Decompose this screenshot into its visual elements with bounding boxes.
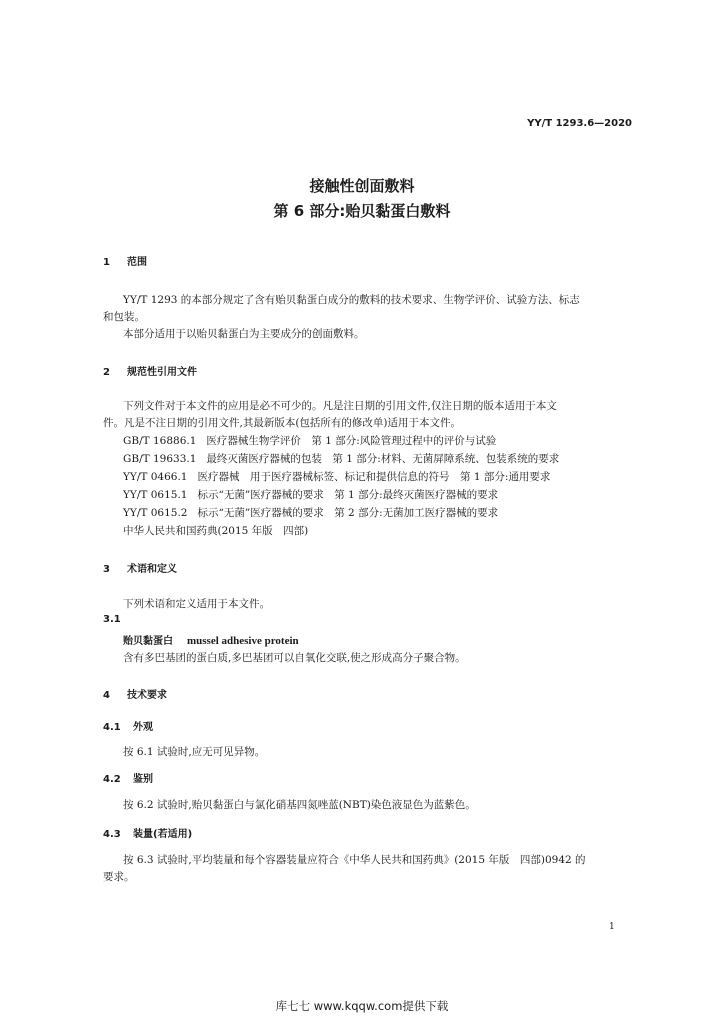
reference-title: 中华人民共和国药典(2015 年版 四部)	[123, 525, 309, 537]
paragraph: 按 6.3 试验时,平均装量和每个容器装量应符合《中华人民共和国药典》(2015 年版 四部)0942 的	[123, 854, 586, 866]
reference-code: YY/T 0466.1	[123, 471, 188, 483]
reference-title: 最终灭菌医疗器械的包装 第 1 部分:材料、无菌屏障系统、包装系统的要求	[206, 453, 560, 465]
document-title: 接触性创面敷料	[309, 177, 415, 195]
reference-code: GB/T 16886.1	[123, 435, 197, 447]
term-english: mussel adhesive protein	[187, 635, 299, 647]
term-number: 3.1	[103, 614, 121, 625]
subsection-number: 4.3	[103, 829, 121, 840]
paragraph: YY/T 1293 的本部分规定了含有贻贝黏蛋白成分的敷料的技术要求、生物学评价、试验方法、标志	[123, 294, 580, 306]
download-footer: 库七七 www.kqqw.com提供下载	[275, 999, 449, 1013]
document-subtitle: 第 6 部分:贻贝黏蛋白敷料	[273, 202, 451, 220]
section-title: 术语和定义	[127, 564, 177, 575]
paragraph: 件。凡是不注日期的引用文件,其最新版本(包括所有的修改单)适用于本文件。	[103, 417, 462, 429]
section-title: 范围	[127, 257, 147, 268]
paragraph: 要求。	[103, 871, 135, 883]
section-2-heading	[103, 363, 197, 378]
subsection-title: 装量(若适用)	[133, 829, 193, 840]
term-entry	[123, 632, 299, 647]
section-number: 2	[103, 367, 110, 378]
subsection-number: 4.1	[103, 722, 121, 733]
paragraph: 按 6.2 试验时,贻贝黏蛋白与氯化硝基四氮唑蓝(NBT)染色液显色为蓝紫色。	[123, 799, 476, 811]
section-number: 4	[103, 690, 110, 701]
reference-item	[123, 505, 498, 520]
reference-code: GB/T 19633.1	[123, 453, 197, 465]
reference-item	[123, 433, 496, 448]
paragraph: 和包装。	[103, 311, 145, 323]
term-definition: 含有多巴基团的蛋白质,多巴基团可以自氧化交联,使之形成高分子聚合物。	[123, 652, 466, 664]
reference-title: 医疗器械 用于医疗器械标签、标记和提供信息的符号 第 1 部分:通用要求	[197, 471, 551, 483]
reference-item	[123, 523, 308, 538]
section-1-heading	[103, 253, 147, 268]
reference-title: 医疗器械生物学评价 第 1 部分:风险管理过程中的评价与试验	[206, 435, 497, 447]
reference-item	[123, 451, 559, 466]
subsection-heading	[103, 770, 153, 785]
term-chinese: 贻贝黏蛋白	[123, 636, 173, 647]
standard-code: YY/T 1293.6—2020	[527, 118, 632, 129]
section-title: 规范性引用文件	[127, 367, 197, 378]
section-title: 技术要求	[127, 690, 167, 701]
reference-item	[123, 487, 498, 502]
paragraph: 下列术语和定义适用于本文件。	[123, 598, 270, 610]
page-number: 1	[609, 922, 615, 932]
subsection-heading	[103, 718, 153, 733]
section-number: 3	[103, 564, 110, 575]
subsection-number: 4.2	[103, 774, 121, 785]
reference-code: YY/T 0615.2	[123, 507, 188, 519]
subsection-title: 外观	[133, 722, 153, 733]
section-number: 1	[103, 257, 110, 268]
subsection-heading	[103, 825, 192, 840]
paragraph: 本部分适用于以贻贝黏蛋白为主要成分的创面敷料。	[123, 328, 365, 340]
section-4-heading	[103, 686, 167, 701]
subsection-title: 鉴别	[133, 774, 153, 785]
reference-item	[123, 469, 550, 484]
reference-title: 标示“无菌”医疗器械的要求 第 2 部分:无菌加工医疗器械的要求	[197, 507, 499, 519]
paragraph: 下列文件对于本文件的应用是必不可少的。凡是注日期的引用文件,仅注日期的版本适用于本文	[123, 400, 557, 412]
paragraph: 按 6.1 试验时,应无可见异物。	[123, 746, 266, 758]
reference-title: 标示“无菌”医疗器械的要求 第 1 部分:最终灭菌医疗器械的要求	[197, 489, 499, 501]
section-3-heading	[103, 560, 177, 575]
reference-code: YY/T 0615.1	[123, 489, 188, 501]
